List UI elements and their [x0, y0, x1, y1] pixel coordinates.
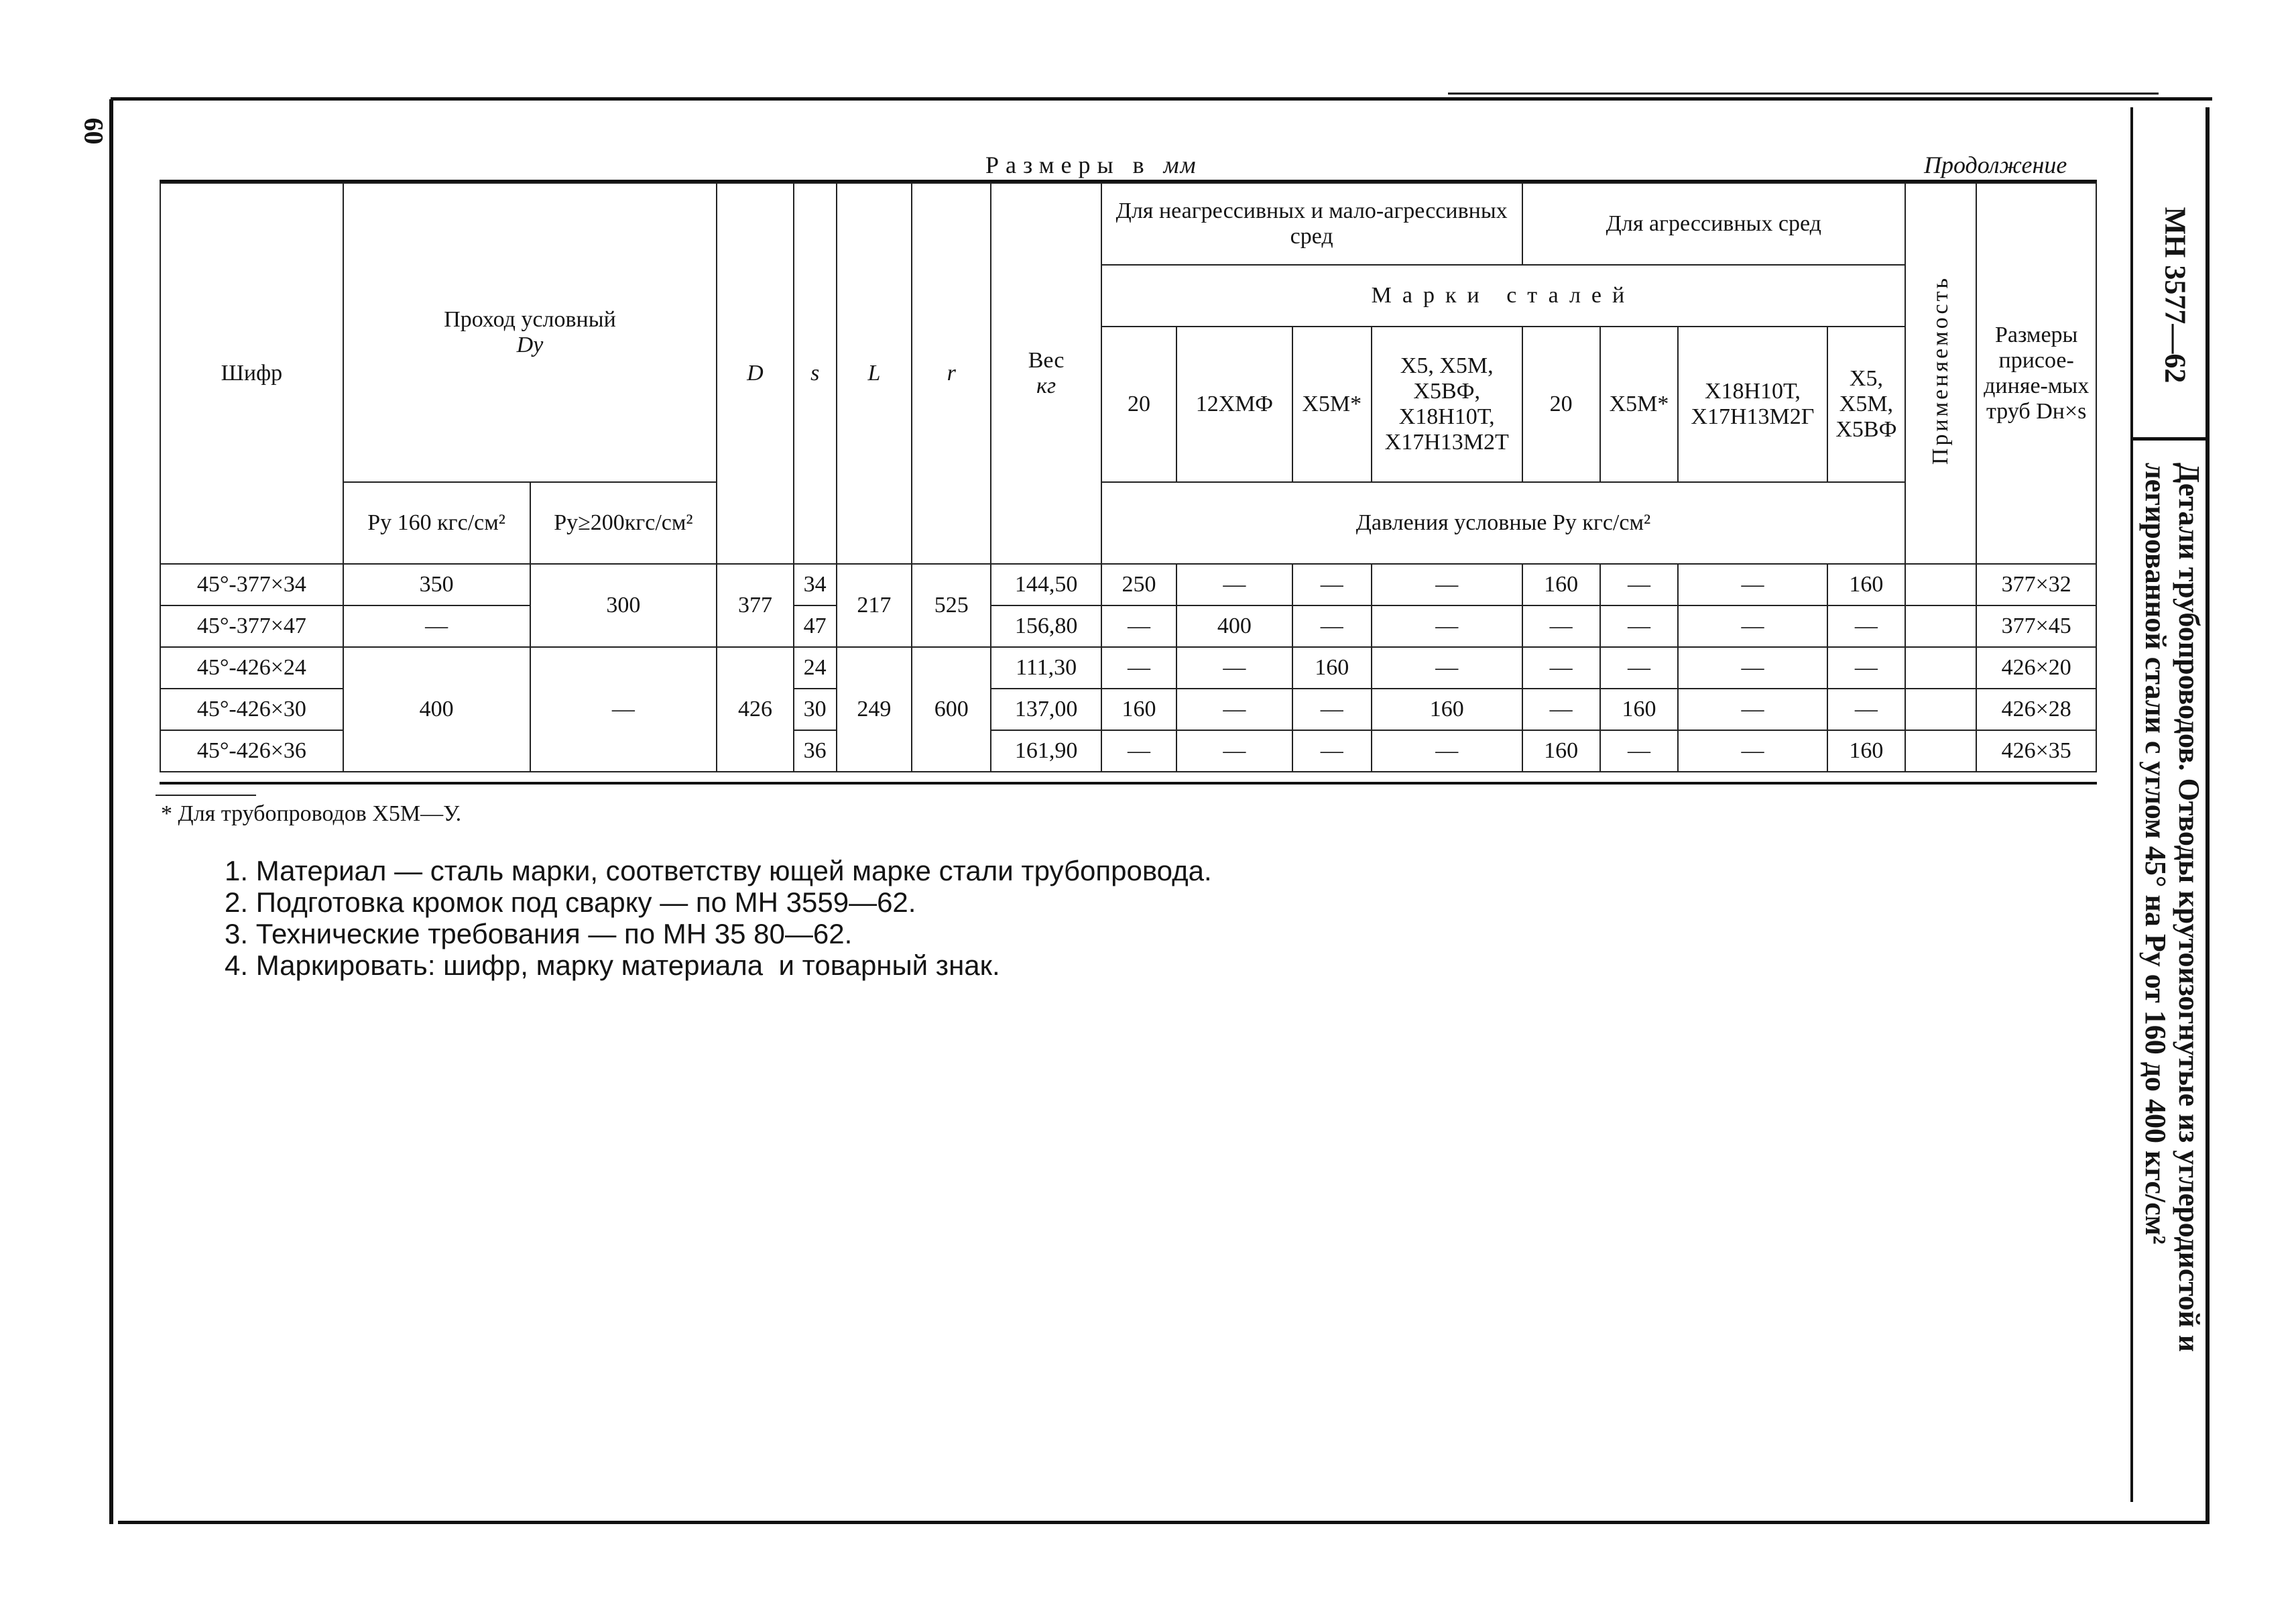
units-caption-unit: мм — [1163, 152, 1197, 178]
frame-top-rule-2 — [1448, 93, 2159, 95]
grade-col: Х18Н10Т, Х17Н13М2Г — [1678, 327, 1827, 482]
page-number: 60 — [78, 117, 109, 145]
header-steel-grades: Марки сталей — [1101, 265, 1905, 327]
frame-right-inner-rule — [2130, 107, 2133, 1502]
continuation-label: Продолжение — [1924, 152, 2067, 178]
units-caption-prefix: Размеры в — [985, 152, 1151, 178]
table-row: 45°-426×24 400 — 426 24 249 600 111,30 — — 160 — — — — — 426×20 — [160, 647, 2096, 689]
header-cipher: Шифр — [160, 183, 343, 564]
fittings-table — [160, 182, 2097, 772]
header-nominal-bore — [343, 183, 717, 482]
frame-bottom-rule — [118, 1521, 2210, 1524]
grade-col: Х5, Х5М, Х5ВФ — [1827, 327, 1905, 482]
header-py160: Pу 160 кгс/см² — [343, 482, 530, 564]
header-pipe-sizes: Размеры присое-диняе-мых труб Dн×s — [1976, 183, 2096, 564]
standard-code: МН 3577—62 — [2159, 207, 2192, 384]
table-row: 45°-426×36 36 161,90 — — — — 160 — — 160 426×35 — [160, 730, 2096, 772]
frame-top-rule — [111, 97, 2212, 101]
note-item: 2. Подготовка кромок под сварку — по МН 3559—62. — [225, 886, 916, 918]
header-s: s — [794, 183, 837, 564]
header-aggressive: Для агрессивных сред — [1522, 183, 1906, 265]
footnote: * Для трубопроводов Х5М—У. — [161, 801, 462, 826]
document-title: Детали трубопроводов. Отводы крутоизогнутые из углеродистой и легированной стали с углом 45° на Pу от 160 до 400 кгс/см² — [2139, 463, 2206, 1352]
header-weight: Вес кг — [991, 183, 1101, 564]
note-item: 1. Материал — сталь марки, соответству ющей марке стали трубопровода. — [225, 855, 1212, 886]
table-bottom-rule — [160, 782, 2097, 785]
grade-col: Х5М* — [1292, 327, 1372, 482]
side-separator — [2132, 437, 2209, 441]
grade-col: 20 — [1101, 327, 1176, 482]
frame-left-rule — [109, 99, 113, 1524]
header-pressure: Давления условные Pу кгс/см² — [1101, 482, 1905, 564]
header-applicability: Применяемость — [1905, 183, 1976, 564]
notes-list — [225, 855, 1212, 981]
table-row: 45°-426×30 30 137,00 160 — — 160 — 160 — — 426×28 — [160, 689, 2096, 730]
side-code-box — [2145, 168, 2206, 422]
table-row: 45°-377×47 — 47 156,80 — 400 — — — — — — 377×45 — [160, 605, 2096, 647]
header-nonaggressive: Для неагрессивных и мало-агрессивных сред — [1101, 183, 1522, 265]
table-row: 45°-377×34 350 300 377 34 217 525 144,50 250 — — — 160 — — 160 377×32 — [160, 564, 2096, 605]
header-py200: Pу≥200кгс/см² — [530, 482, 717, 564]
note-item: 3. Технические требования — по МН 35 80—62. — [225, 918, 853, 949]
footnote-rule — [156, 795, 256, 796]
grade-col: Х5, Х5М, Х5ВФ, Х18Н10Т, Х17Н13М2Т — [1372, 327, 1522, 482]
note-item: 4. Маркировать: шифр, марку материала и товарный знак. — [225, 949, 1000, 981]
grade-col: Х5М* — [1600, 327, 1678, 482]
header-nominal-bore-symbol: Dу — [516, 333, 544, 357]
header-D: D — [717, 183, 793, 564]
units-caption — [985, 151, 1197, 179]
grade-col: 12ХМФ — [1176, 327, 1292, 482]
header-nominal-bore-label: Проход условный — [444, 307, 616, 332]
grade-col: 20 — [1522, 327, 1600, 482]
side-title-box — [2135, 456, 2209, 1502]
header-r: r — [912, 183, 991, 564]
header-L: L — [837, 183, 912, 564]
